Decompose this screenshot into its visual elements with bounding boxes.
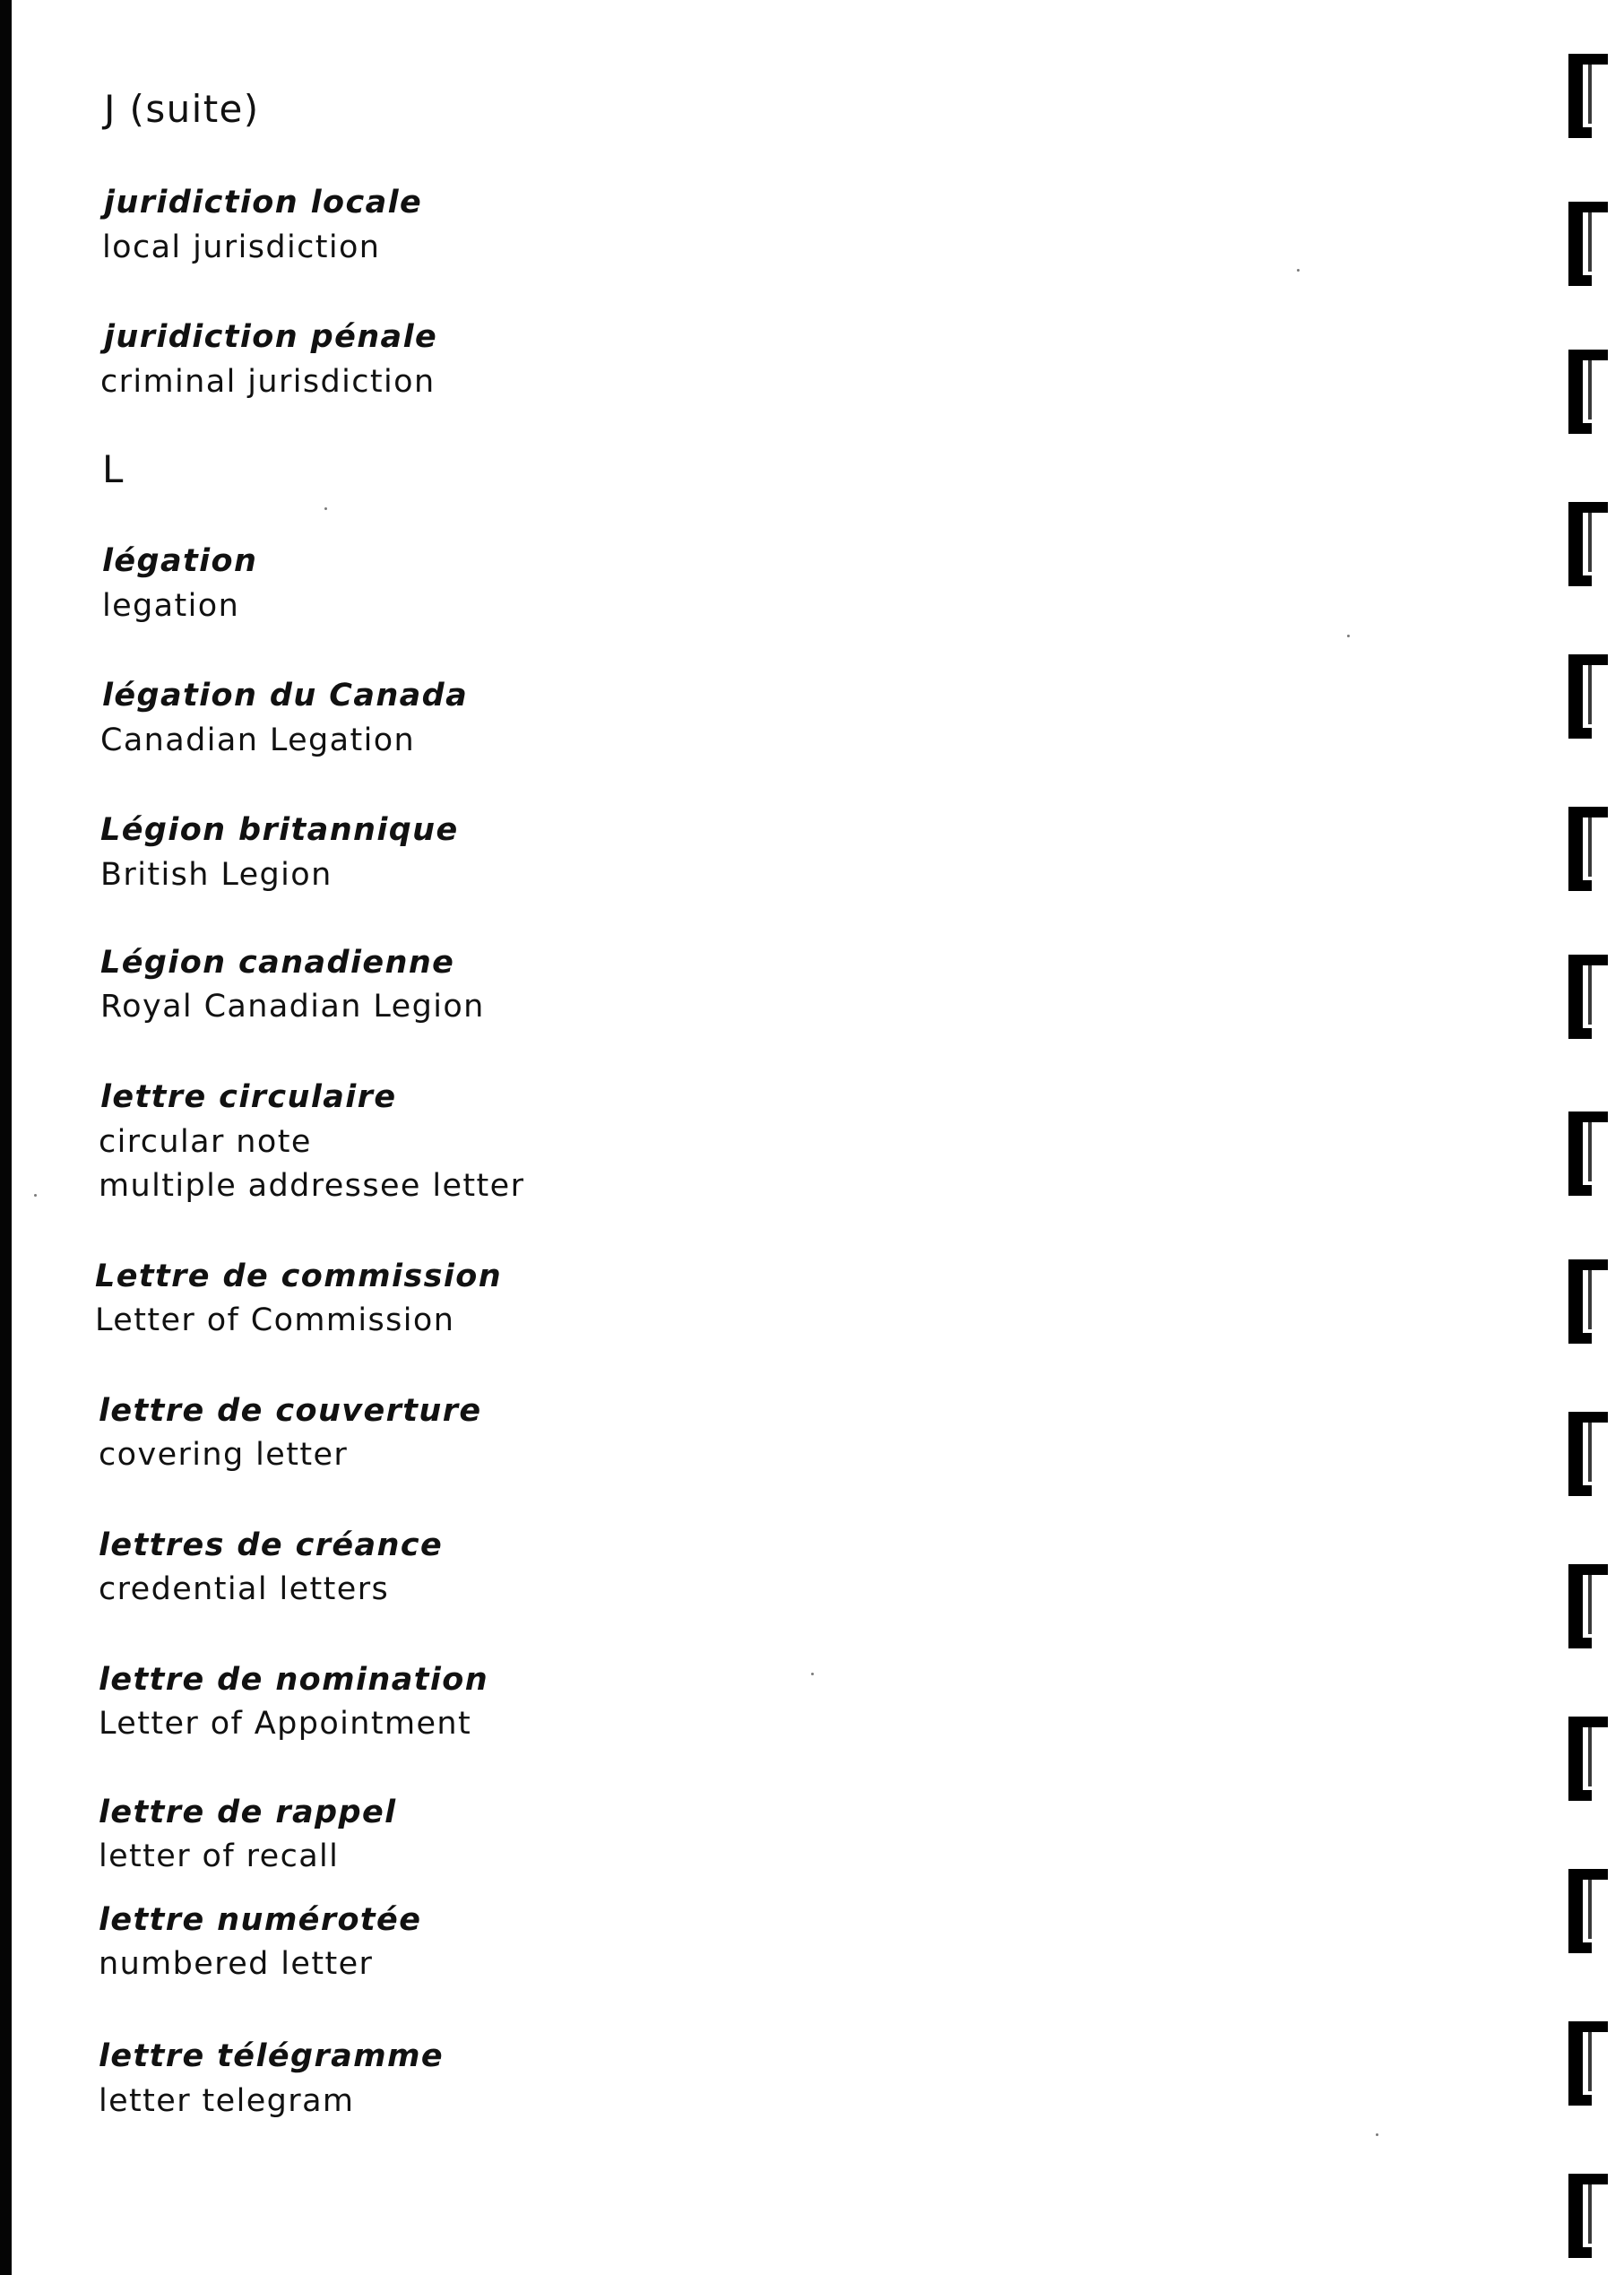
binding-ring-icon xyxy=(1568,1412,1608,1497)
scan-speck xyxy=(324,507,327,510)
binding-ring-icon xyxy=(1568,54,1608,139)
term-french: lettre de couverture xyxy=(99,1393,482,1429)
binding-ring-icon xyxy=(1568,654,1608,740)
term-french: lettre de nomination xyxy=(99,1662,489,1698)
term-english: legation xyxy=(102,588,240,624)
term-french: juridiction locale xyxy=(104,185,423,221)
term-english: Letter of Commission xyxy=(95,1302,455,1338)
section-heading-l: L xyxy=(102,447,125,491)
term-english: British Legion xyxy=(100,857,333,893)
binding-ring-icon xyxy=(1568,502,1608,587)
term-english: local jurisdiction xyxy=(102,229,381,265)
term-french: légation du Canada xyxy=(102,678,469,714)
term-french: juridiction pénale xyxy=(104,319,438,355)
term-english: multiple addressee letter xyxy=(99,1168,525,1204)
binding-ring-icon xyxy=(1568,2021,1608,2106)
section-heading-j xyxy=(104,87,260,131)
term-english: letter telegram xyxy=(99,2083,355,2119)
term-english: criminal jurisdiction xyxy=(100,364,436,400)
term-french: légation xyxy=(102,543,258,579)
term-french: Légion canadienne xyxy=(100,945,455,981)
term-english: Royal Canadian Legion xyxy=(100,989,485,1025)
term-french: Légion britannique xyxy=(100,812,459,848)
scan-speck xyxy=(811,1673,814,1675)
term-french: Lettre de commission xyxy=(95,1259,503,1294)
binding-ring-icon xyxy=(1568,202,1608,287)
binding-ring-icon xyxy=(1568,955,1608,1040)
binding-ring-icon xyxy=(1568,350,1608,435)
binding-ring-icon xyxy=(1568,1869,1608,1954)
scan-speck xyxy=(34,1194,37,1197)
term-french: lettres de créance xyxy=(99,1527,444,1563)
term-english: circular note xyxy=(99,1124,312,1160)
spiral-binding xyxy=(1561,0,1624,2275)
term-english: letter of recall xyxy=(99,1838,340,1874)
term-english: Letter of Appointment xyxy=(99,1706,472,1742)
section-heading-j-text: J (suite) xyxy=(104,87,260,131)
binding-ring-icon xyxy=(1568,807,1608,892)
term-french: lettre de rappel xyxy=(99,1795,397,1830)
binding-ring-icon xyxy=(1568,1564,1608,1649)
term-french: lettre numérotée xyxy=(99,1902,422,1938)
binding-ring-icon xyxy=(1568,1112,1608,1197)
term-english: numbered letter xyxy=(99,1946,374,1982)
term-french: lettre circulaire xyxy=(100,1079,397,1115)
scan-speck xyxy=(1297,269,1300,272)
term-french: lettre télégramme xyxy=(99,2038,444,2074)
term-english: covering letter xyxy=(99,1437,349,1473)
scan-speck xyxy=(1347,635,1350,637)
binding-ring-icon xyxy=(1568,2174,1608,2259)
scan-speck xyxy=(1376,2133,1378,2136)
binding-ring-icon xyxy=(1568,1259,1608,1345)
term-english: credential letters xyxy=(99,1571,390,1607)
binding-ring-icon xyxy=(1568,1717,1608,1802)
term-english: Canadian Legation xyxy=(100,722,416,758)
